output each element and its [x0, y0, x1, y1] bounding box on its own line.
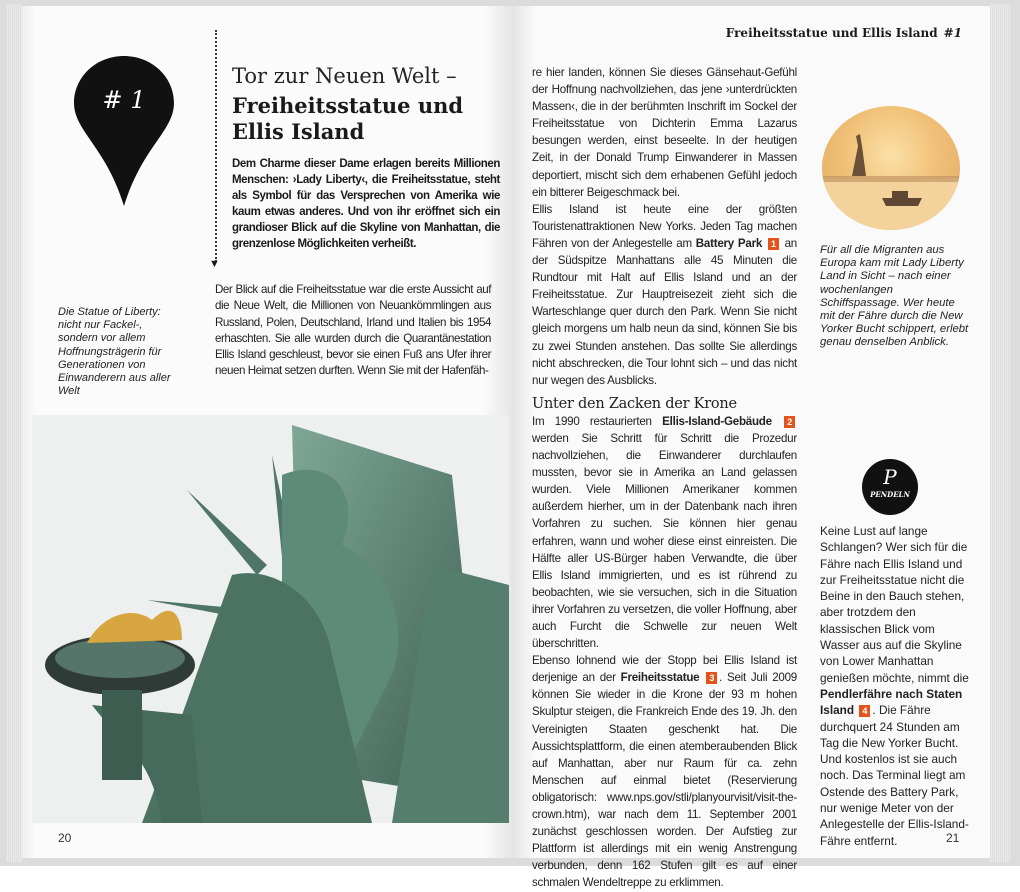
arrow-down-icon: ▼	[209, 258, 220, 270]
text: an der Südspitze Manhattans alle 45 Minuten die Rundtour mit Halt auf Ellis Island und an der Freiheitsstatue. Zur Hauptreisezeit zieht sich die Warteschlange quer durch den Park. Wenn Sie nicht gleich morgens um halb neun da sind, können Sie bis zu zwei Stunden anstehen. Das sollte Sie allerdings nicht abschrecken, die Tour lohnt sich – und das nicht nur wegen des Ausblicks.	[532, 236, 798, 387]
place-statue: Freiheitsstatue	[620, 671, 700, 685]
place-ellis-island-building: Ellis-Island-Gebäude	[662, 414, 772, 428]
body-paragraph: Der Blick auf die Freiheitsstatue war die erste Aussicht auf die Neue Welt, die Millionen von Neuankömmlingen aus Russland, Polen, Deutschland, Irland und Italien bis 1954 erhaschten. Sie alle wurden durch die Quarantänestation Ellis Island geschleust, bevor sie einen Fuß ans Ufer ihrer neuen Heimat setzen durften. Wenn Sie mit der Hafenfäh-	[215, 283, 491, 378]
photo-caption: Für all die Migranten aus Europa kam mit Lady Liberty Land in Sicht – nach einer wochenlangen Schiffspassage. Wer heute mit der Fähre durch die New Yorker Bucht schippert, erlebt genau denselben Anblick.	[820, 244, 969, 349]
subheading: Unter den Zacken der Krone	[532, 395, 737, 412]
paragraph-4	[532, 652, 797, 891]
statue-of-liberty-photo	[32, 415, 509, 823]
text: werden Sie Schritt für Schritt die Prozedur nachvollziehen, die Einwanderer durchlaufen mussten, bevor sie in Amerika an Land gelassen wurden. Viele Millionen Amerikaner kommen außerdem hierher, um in der Datenbank nach ihren Vorfahren zu suchen. Sie können hier genau erfahren, wann und woher diese einst einreisten. Die Hälfte aller US-Bürger haben Verwandte, die über Ellis Island immigrierten, und es ist rührend zu beobachten, wie sie versuchen, sich in die Situation ihrer Vorfahren zu versetzen, die voller Hoffnung, aber auch Furcht die Schwelle zur neuen Welt überschritten.	[532, 431, 797, 651]
text: . Seit Juli 2009 können Sie wieder in die Krone der 93 m hohen Skulptur steigen, die Frankreich Ende des 19. Jh. den Vereinigten Staaten geschenkt hat. Die Aussichtsplattform, die einen atemberaubenden Blick auf Manhattan, aber nur Raum für ca. zehn Menschen auf einmal bietet (Reservierung obligatorisch: www.nps.gov/stli/planyourvisit/visit-the-crown.htm), war nach dem 11. September 2001 zunächst geschlossen worden. Der Aufstieg zur Plattform ist allerdings mit ein wenig Anstrengung verbunden, denn 162 Stufen gilt es auf einer schmalen Wendeltreppe zu erklimmen.	[532, 671, 797, 890]
title-line-2: Freiheitsstatue und Ellis Island	[232, 93, 464, 144]
text: Ebenso lohnend wie der Stopp bei Ellis Island ist derjenige an der	[532, 654, 797, 685]
dotted-divider	[215, 30, 217, 262]
pendeln-badge	[862, 459, 918, 515]
text: Im 1990 restaurierten	[532, 414, 652, 428]
location-pin-badge	[74, 56, 174, 206]
intro-paragraph: Dem Charme dieser Dame erlagen bereits Millionen Menschen: ›Lady Liberty‹, die Freiheitsstatue, steht als Symbol für das Versprechen von Amerika wie kaum etwas anderes. Und von ihr eröffnet sich ein grandioser Blick auf die Skyline von Manhattan, die grenzenlose Möglichkeiten verheißt.	[232, 158, 500, 250]
page-number-right: 21	[946, 831, 960, 845]
running-header	[726, 26, 962, 40]
place-battery-park: Battery Park	[695, 236, 763, 250]
map-marker-1: 1	[768, 238, 779, 250]
text: Keine Lust auf lange Schlangen? Wer sich für die Fähre nach Ellis Island und zur Freiheitsstatue nicht die Beine in den Bauch stehen, aber trotzdem den klassischen Blick vom Wasser aus auf die Skyline von Lower Manhattan genießen möchte, nimmt die	[820, 524, 969, 685]
pendeln-letter: P	[883, 465, 897, 489]
header-title: Freiheitsstatue und Ellis Island	[725, 26, 938, 40]
liberty-ferry-photo	[822, 106, 960, 230]
map-marker-4: 4	[859, 705, 870, 717]
pendeln-label: PENDELN	[870, 490, 910, 499]
right-page	[512, 6, 990, 890]
paragraph-3	[532, 413, 797, 652]
main-column	[532, 64, 797, 892]
sidebar-tip	[820, 523, 970, 849]
page-edges-right	[990, 4, 1010, 862]
paragraph-2	[532, 201, 797, 389]
page-edges-left	[6, 4, 22, 862]
left-page	[22, 6, 512, 858]
text: . Die Fähre durchquert 24 Stunden am Tag die New Yorker Bucht. Und kostenlos ist sie auch noch. Das Terminal liegt am Ostende des Battery Park, nur wenige Meter von der Anlegestelle der Ellis-Island-Fähre entfernt.	[820, 703, 969, 848]
badge-number: # 1	[102, 86, 146, 114]
map-pin-icon	[74, 56, 174, 206]
title-line-1: Tor zur Neuen Welt –	[232, 64, 457, 88]
map-marker-3: 3	[706, 672, 717, 684]
place-staten-island-ferry: Pendlerfähre nach Staten Island	[820, 686, 963, 718]
map-marker-2: 2	[784, 416, 795, 428]
page-number-left: 20	[58, 831, 72, 845]
paragraph-1: re hier landen, können Sie dieses Gänsehaut-Gefühl der Hoffnung nachvollziehen, das jene ›unterdrückten Massen‹, die in der berühmten Inschrift im Sockel der Freiheitsstatue von Dichterin Emma Lazarus besungen werden, einst beseelte. In der heutigen Zeit, in der Donald Trump Einwanderer in Massen deportiert, mischt sich dem erhabenen Gefühl jedoch ein bitterer Beigeschmack bei.	[532, 66, 797, 199]
header-number: #1	[943, 26, 962, 40]
photo-caption: Die Statue of Liberty: nicht nur Fackel-, sondern vor allem Hoffnungsträgerin für Generationen von Einwanderern aus aller Welt	[58, 306, 171, 398]
text: Ellis Island ist heute eine der größten Touristenattraktionen New Yorks. Jeden Tag machen Fähren von der Anlegestelle am	[532, 202, 797, 250]
